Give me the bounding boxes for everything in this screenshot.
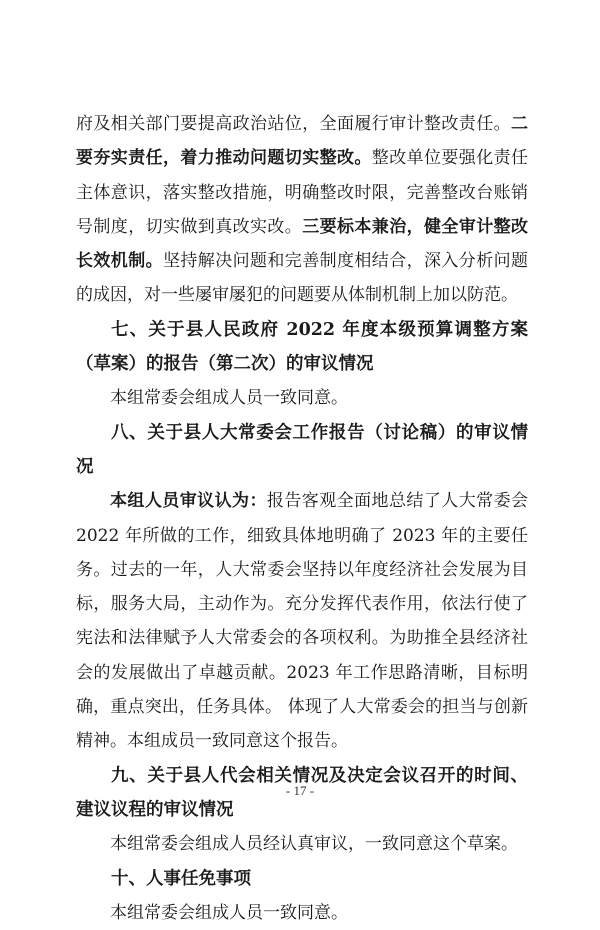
paragraph-text: 坚持解决问题和完善制度相结合，深入分析问题的成因，对一些屡审屡犯的问题要从体制机制上加以防范。 xyxy=(76,251,528,306)
section-body-8 xyxy=(76,484,528,758)
page-number: - 17 - xyxy=(285,783,315,798)
emphasis-text: 二要夯实责任，着力推动问题切实整改。 xyxy=(76,114,528,169)
section-heading-9: 九、关于县人代会相关情况及决定会议召开的时间、建议议程的审议情况 xyxy=(76,765,528,820)
paragraph-text: 府及相关部门要提高政治站位，全面履行审计整改责任。 xyxy=(76,114,511,134)
emphasis-text: 本组人员审议认为： xyxy=(110,491,267,512)
section-body-7: 本组常委会组成人员一致同意。 xyxy=(110,388,348,409)
paragraph-text: 整改单位要强化责任主体意识，落实整改措施，明确整改时限，完善整改台账销号制度，切实做到真改实改。 xyxy=(76,148,529,237)
emphasis-text: 三要标本兼治，健全审计整改长效机制。 xyxy=(76,216,529,272)
section-heading-7: 七、关于县人民政府 2022 年度本级预算调整方案（草案）的报告（第二次）的审议情况 xyxy=(76,319,528,375)
section-body-9: 本组常委会组成人员经认真审议，一致同意这个草案。 xyxy=(110,834,518,855)
section-heading-10: 十、人事任免事项 xyxy=(111,868,251,889)
paragraph-continuation xyxy=(76,107,528,313)
section-heading-8: 八、关于县人大常委会工作报告（讨论稿）的审议情况 xyxy=(76,422,528,477)
section-body-10: 本组常委会组成人员一致同意。 xyxy=(110,902,348,923)
paragraph-text: 报告客观全面地总结了人大常委会 2022 年所做的工作，细致具体地明确了 2023 年的主要任务。过去的一年，人大常委会坚持以年度经济社会发展为目标，服务大局，主动作为。充分发挥代表作用，依法行使了宪法和法律赋予人大常委会的各项权利。为助推全县经济社会的发展做出了卓越贡献。2023 年工作思路清晰，目标明确，重点突出，任务具体。 体现了人大常委会的担当与创新精神。本组成员一致同意这个报告。 xyxy=(76,491,529,752)
document-body xyxy=(76,107,528,930)
